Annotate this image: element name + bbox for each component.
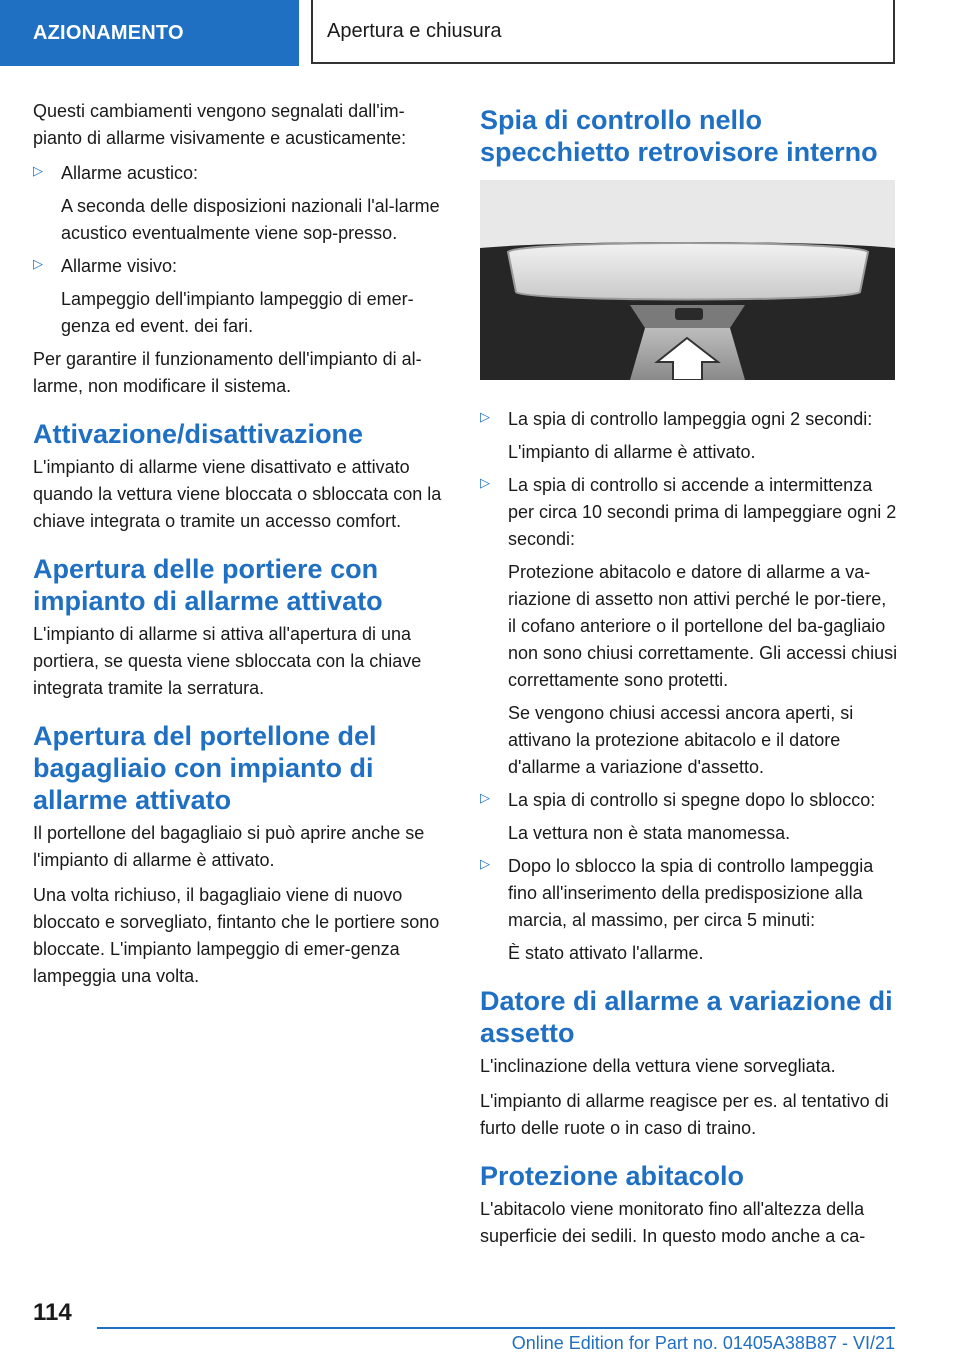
bullet-text: Protezione abitacolo e datore di allarme a va-riazione di assetto non attivi perché le por-tiere, il cofano anteriore o il portellone del ba-gagliaio non sono chiusi correttamente. Gli accessi chiusi correttamente sono protetti.: [508, 562, 898, 690]
bullet-label: La spia di controllo si accende a intermittenza per circa 10 secondi prima di lampeggiare ogni 2 secondi:: [508, 475, 897, 549]
intro-paragraph: Questi cambiamenti vengono segnalati dall'im-pianto di allarme visivamente e acusticamente:: [33, 101, 407, 148]
section-heading: Attivazione/disattivazione: [33, 419, 364, 449]
alarm-list: [33, 160, 443, 340]
section-heading: Protezione abitacolo: [480, 1161, 745, 1191]
rearview-mirror-illustration: [480, 180, 895, 380]
chapter-title: Apertura e chiusura: [327, 19, 502, 42]
section-tab: [0, 0, 299, 66]
list-item: [480, 787, 898, 847]
triangle-bullet-icon: ▷: [480, 409, 490, 424]
page-number: 114: [33, 1299, 72, 1326]
footer-divider: [97, 1327, 895, 1329]
bullet-label: La spia di controllo si spegne dopo lo sblocco:: [508, 790, 876, 810]
section-heading: Datore di allarme a variazione di assetto: [480, 986, 893, 1048]
section-title: AZIONAMENTO: [33, 21, 184, 44]
bullet-text: L'impianto di allarme è attivato.: [508, 442, 756, 462]
edition-footer: Online Edition for Part no. 01405A38B87 - VI/21: [511, 1333, 895, 1353]
bullet-text: La vettura non è stata manomessa.: [508, 823, 791, 843]
bullet-text: Se vengono chiusi accessi ancora aperti, si attivano la protezione abitacolo e il datore d'allarme a variazione d'assetto.: [508, 703, 854, 777]
section-heading: Apertura del portellone del bagagliaio con impianto di allarme attivato: [33, 721, 377, 815]
rearview-mirror-image: [480, 180, 895, 380]
chapter-header: [311, 0, 895, 64]
triangle-bullet-icon: ▷: [33, 256, 43, 271]
section-paragraph: L'impianto di allarme viene disattivato e attivato quando la vettura viene bloccata o sbloccata con la chiave integrata o tramite un accesso comfort.: [33, 457, 442, 531]
section-paragraph: L'impianto di allarme reagisce per es. al tentativo di furto delle ruote o in caso di traino.: [480, 1091, 889, 1138]
triangle-bullet-icon: ▷: [480, 856, 490, 871]
warning-paragraph: Per garantire il funzionamento dell'impianto di al-larme, non modificare il sistema.: [33, 349, 422, 396]
list-item: [480, 853, 898, 967]
list-item: [480, 472, 898, 781]
left-column: [33, 98, 443, 998]
bullet-text: A seconda delle disposizioni nazionali l'al-larme acustico eventualmente viene sop-presso.: [61, 196, 440, 243]
triangle-bullet-icon: ▷: [480, 475, 490, 490]
section-paragraph: Una volta richiuso, il bagagliaio viene di nuovo bloccato e sorvegliato, fintanto che le portiere sono bloccate. L'impianto lampeggio di emer-genza lampeggia una volta.: [33, 885, 440, 986]
list-item: [33, 160, 443, 247]
section-heading: Apertura delle portiere con impianto di allarme attivato: [33, 554, 383, 616]
bullet-text: È stato attivato l'allarme.: [508, 943, 704, 963]
bullet-text: Lampeggio dell'impianto lampeggio di emer-genza ed event. dei fari.: [61, 289, 414, 336]
triangle-bullet-icon: ▷: [33, 163, 43, 178]
section-heading: Spia di controllo nello specchietto retrovisore interno: [480, 105, 878, 167]
section-paragraph: Il portellone del bagagliaio si può aprire anche se l'impianto di allarme è attivato.: [33, 823, 425, 870]
list-item: [480, 406, 898, 466]
section-paragraph: L'inclinazione della vettura viene sorvegliata.: [480, 1056, 836, 1076]
section-paragraph: L'impianto di allarme si attiva all'apertura di una portiera, se questa viene sbloccata con la chiave integrata tramite la serratura.: [33, 624, 422, 698]
bullet-label: Allarme acustico:: [61, 163, 199, 183]
indicator-list: [480, 406, 898, 967]
list-item: [33, 253, 443, 340]
bullet-label: Allarme visivo:: [61, 256, 178, 276]
triangle-bullet-icon: ▷: [480, 790, 490, 805]
right-column: [480, 104, 898, 1258]
bullet-label: La spia di controllo lampeggia ogni 2 secondi:: [508, 409, 873, 429]
section-paragraph: L'abitacolo viene monitorato fino all'altezza della superficie dei sedili. In questo modo anche a ca-: [480, 1199, 866, 1246]
bullet-label: Dopo lo sblocco la spia di controllo lampeggia fino all'inserimento della predisposizione alla marcia, al massimo, per circa 5 minuti:: [508, 856, 874, 930]
